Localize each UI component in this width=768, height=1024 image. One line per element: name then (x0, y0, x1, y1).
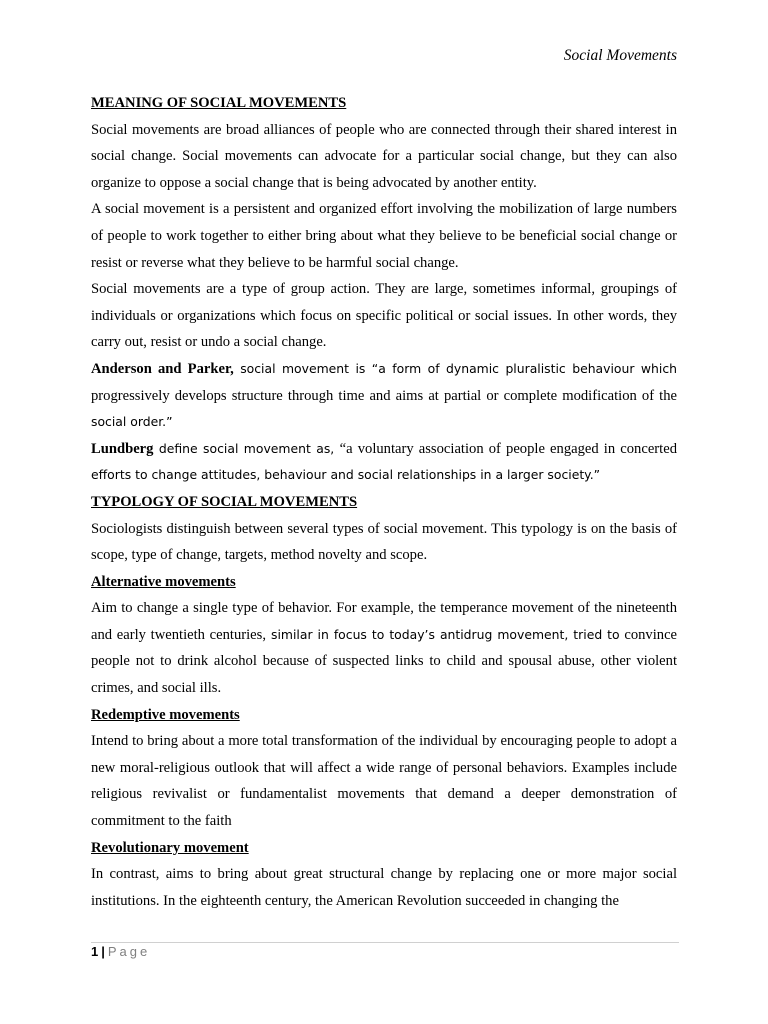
paragraph: A social movement is a persistent and organized effort involving the mobilization of large numbers of people to work together to either bring about what they believe to be beneficial social change or resist or reverse what they believe to be harmful social change. (91, 201, 677, 271)
definition-text: define social movement as, (153, 440, 340, 456)
section-heading-meaning: MEANING OF SOCIAL MOVEMENTS (91, 95, 347, 111)
author-name: Anderson and Parker, (91, 360, 234, 377)
subheading-alternative: Alternative movements (91, 573, 236, 590)
page-number: 1 (91, 944, 99, 959)
definition-text: “a voluntary association of people engaged in concerted (339, 440, 677, 457)
paragraph: In contrast, aims to bring about great structural change by replacing one or more major social institutions. In the eighteenth century, the American Revolution succeeded in changing the (91, 866, 677, 909)
paragraph: Social movements are broad alliances of people who are connected through their shared interest in social change. Social movements can advocate for a particular social change, but they can also organize to oppose a social change that is being advocated by another entity. (91, 121, 677, 191)
document-body (91, 90, 677, 914)
subheading-redemptive: Redemptive movements (91, 706, 240, 723)
subheading-revolutionary: Revolutionary movement (91, 839, 249, 856)
page-footer (91, 944, 150, 959)
paragraph: Sociologists distinguish between several types of social movement. This typology is on the basis of scope, type of change, targets, method novelty and scope. (91, 520, 677, 564)
running-header: Social Movements (563, 47, 677, 64)
definition-text: social order.” (91, 414, 173, 430)
definition-text: progressively develops structure through time and aims at partial or complete modification of the (91, 387, 677, 404)
definition-text: social movement is “a form of dynamic pluralistic behaviour which (233, 360, 677, 376)
footer-divider (91, 942, 679, 943)
paragraph: Intend to bring about a more total transformation of the individual by encouraging people to adopt a new moral-religious outlook that will affect a wide range of personal behaviors. Examples include religious revivalist or fundamentalist movements that demand a deeper demonstration of commitment to the faith (91, 733, 677, 830)
footer-separator: | (101, 944, 105, 959)
section-heading-typology: TYPOLOGY OF SOCIAL MOVEMENTS (91, 493, 358, 510)
paragraph: Aim to change a single type of behavior. For example, the temperance movement of the nineteenth and early twentieth centuries, similar in focus to today’s antidrug movement, tried to convince people not to drink alcohol because of suspected links to child and spousal abuse, other violent crimes, and social ills. (91, 600, 678, 697)
page-label: Page (107, 944, 151, 959)
paragraph: Social movements are a type of group action. They are large, sometimes informal, groupings of individuals or organizations which focus on specific political or social issues. In other words, they carry out, resist or undo a social change. (91, 281, 677, 351)
author-name: Lundberg (91, 440, 154, 457)
definition-anderson-parker (91, 356, 677, 436)
definition-text: efforts to change attitudes, behaviour and social relationships in a larger society.” (91, 467, 601, 483)
definition-lundberg (91, 436, 677, 489)
